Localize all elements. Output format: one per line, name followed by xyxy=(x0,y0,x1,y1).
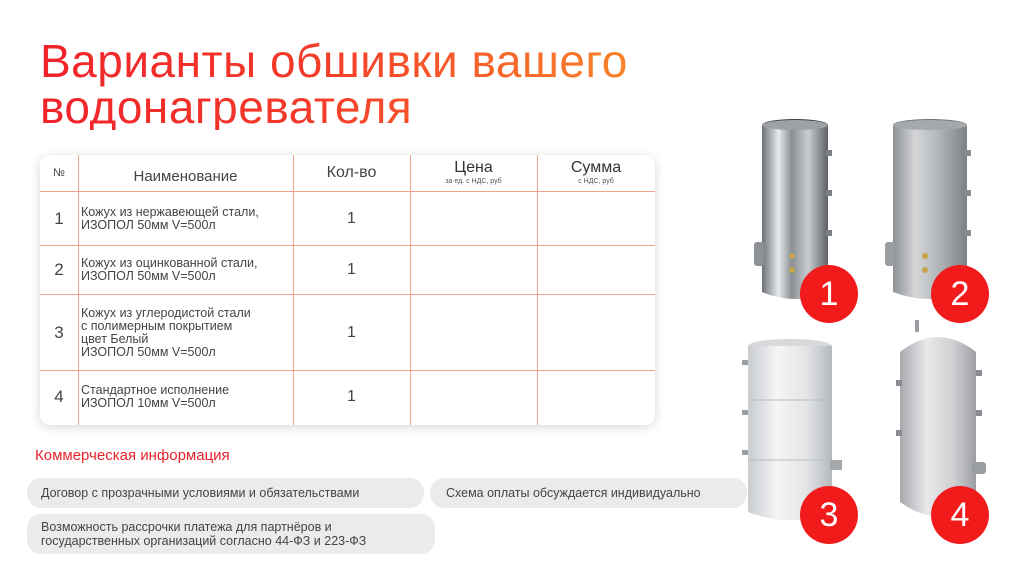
heater-4-standard xyxy=(896,320,986,516)
row-qty: 1 xyxy=(347,388,356,405)
row-name xyxy=(78,371,293,423)
row-name-text: Кожух из углеродистой стали с полимерным покрытием цвет Белый ИЗОПОЛ 50мм V=500л xyxy=(81,305,251,359)
variant-badge-3: 3 xyxy=(800,486,858,544)
row-name-text: Стандартное исполнение ИЗОПОЛ 10мм V=500л xyxy=(81,383,230,410)
table-header-row xyxy=(40,155,655,191)
header-qty: Кол-во xyxy=(326,164,377,181)
row-qty: 1 xyxy=(347,323,356,341)
commercial-info-heading: Коммерческая информация xyxy=(35,447,230,464)
header-price-sub: за ед. с НДС, руб xyxy=(445,178,502,185)
variant-badge-2: 2 xyxy=(931,265,989,323)
info-pill-contract: Договор с прозрачными условиями и обязательствами xyxy=(27,478,424,508)
row-price xyxy=(410,246,537,294)
row-num: 4 xyxy=(54,387,64,406)
table-row xyxy=(40,295,655,370)
info-pill-payment: Схема оплаты обсуждается индивидуально xyxy=(430,478,747,508)
header-sum-sub: с НДС, руб xyxy=(578,178,614,185)
table-row xyxy=(40,246,655,294)
row-sum xyxy=(537,371,655,423)
table-row xyxy=(40,192,655,245)
info-pill-installment: Возможность рассрочки платежа для партнёров и государственных организаций согласно 44-ФЗ и 223-ФЗ xyxy=(27,514,435,554)
row-name-text: Кожух из нержавеющей стали, ИЗОПОЛ 50мм V=500л xyxy=(81,204,259,232)
row-name xyxy=(78,295,293,370)
row-sum xyxy=(537,295,655,370)
page-title-line-2: водонагревателя xyxy=(40,81,413,133)
page-title xyxy=(40,35,628,133)
page-title-line-1: Варианты обшивки вашего xyxy=(40,35,628,87)
variant-badge-4: 4 xyxy=(931,486,989,544)
row-price xyxy=(410,371,537,423)
row-name xyxy=(78,192,293,245)
row-price xyxy=(410,192,537,245)
row-sum xyxy=(537,192,655,245)
header-sum xyxy=(537,155,655,191)
header-sum-label: Сумма xyxy=(570,159,622,176)
header-num: № xyxy=(53,167,65,179)
table-row xyxy=(40,371,655,423)
row-sum xyxy=(537,246,655,294)
row-price xyxy=(410,295,537,370)
row-name xyxy=(78,246,293,294)
row-num: 1 xyxy=(54,208,64,228)
header-price xyxy=(410,155,537,191)
header-name: Наименование xyxy=(133,167,238,185)
row-qty: 1 xyxy=(347,261,356,278)
row-num: 2 xyxy=(54,260,64,279)
row-name-text: Кожух из оцинкованной стали, ИЗОПОЛ 50мм V=500л xyxy=(81,256,258,283)
header-price-label: Цена xyxy=(454,159,493,176)
row-num: 3 xyxy=(54,322,64,342)
pricing-table xyxy=(40,155,655,425)
variant-badge-1: 1 xyxy=(800,265,858,323)
row-qty: 1 xyxy=(347,209,356,227)
